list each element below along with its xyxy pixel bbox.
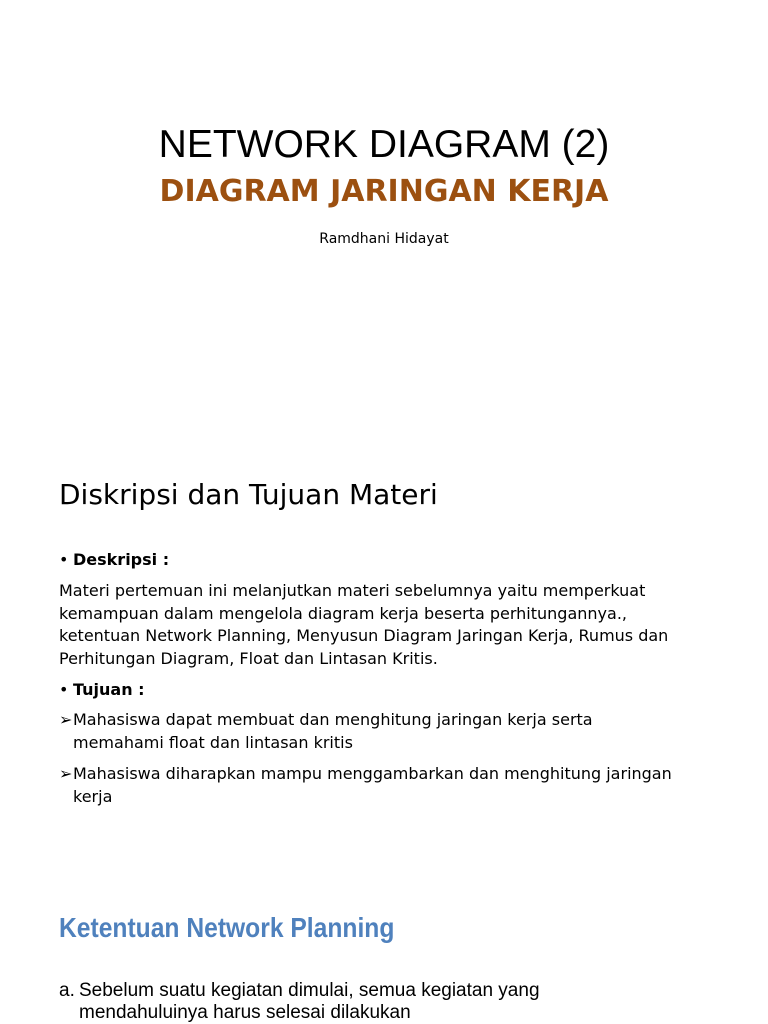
rule-line: mendahuluinya harus selesai dilakukan (79, 1002, 411, 1023)
tujuan-item-line: memahami float dan lintasan kritis (73, 732, 353, 752)
slide-heading: Diskripsi dan Tujuan Materi (59, 478, 438, 511)
tujuan-item-line: Mahasiswa diharapkan mampu menggambarkan dan menghitung jaringan (73, 764, 672, 783)
rule-item (59, 980, 699, 1024)
tujuan-item-line: kerja (73, 786, 113, 806)
presentation-subtitle: DIAGRAM JARINGAN KERJA (159, 174, 609, 209)
deskripsi-paragraph (59, 580, 739, 670)
deskripsi-line: Materi pertemuan ini melanjutkan materi sebelumnya yaitu memperkuat (59, 581, 646, 600)
arrow-bullet-icon: ➢ (59, 710, 73, 729)
bullet-marker: • (59, 550, 69, 569)
author-name: Ramdhani Hidayat (319, 231, 449, 247)
tujuan-item (59, 709, 739, 754)
tujuan-item-line: Mahasiswa dapat membuat dan menghitung jaringan kerja serta (73, 710, 593, 729)
rule-line: Sebelum suatu kegiatan dimulai, semua kegiatan yang (79, 980, 540, 1001)
presentation-title: NETWORK DIAGRAM (2) (158, 123, 610, 166)
tujuan-label: Tujuan : (73, 680, 145, 699)
bullet-tujuan (59, 679, 145, 701)
arrow-bullet-icon: ➢ (59, 764, 73, 783)
deskripsi-label: Deskripsi : (73, 550, 170, 569)
rule-marker: a. (59, 980, 75, 1001)
slide-heading: Ketentuan Network Planning (59, 912, 395, 943)
bullet-marker: • (59, 680, 69, 699)
deskripsi-line: Perhitungan Diagram, Float dan Lintasan Kritis. (59, 648, 438, 668)
deskripsi-line: kemampuan dalam mengelola diagram kerja beserta perhitungannya., (59, 603, 627, 623)
bullet-deskripsi (59, 549, 169, 571)
deskripsi-line: ketentuan Network Planning, Menyusun Diagram Jaringan Kerja, Rumus dan (59, 626, 669, 645)
tujuan-item (59, 763, 739, 808)
